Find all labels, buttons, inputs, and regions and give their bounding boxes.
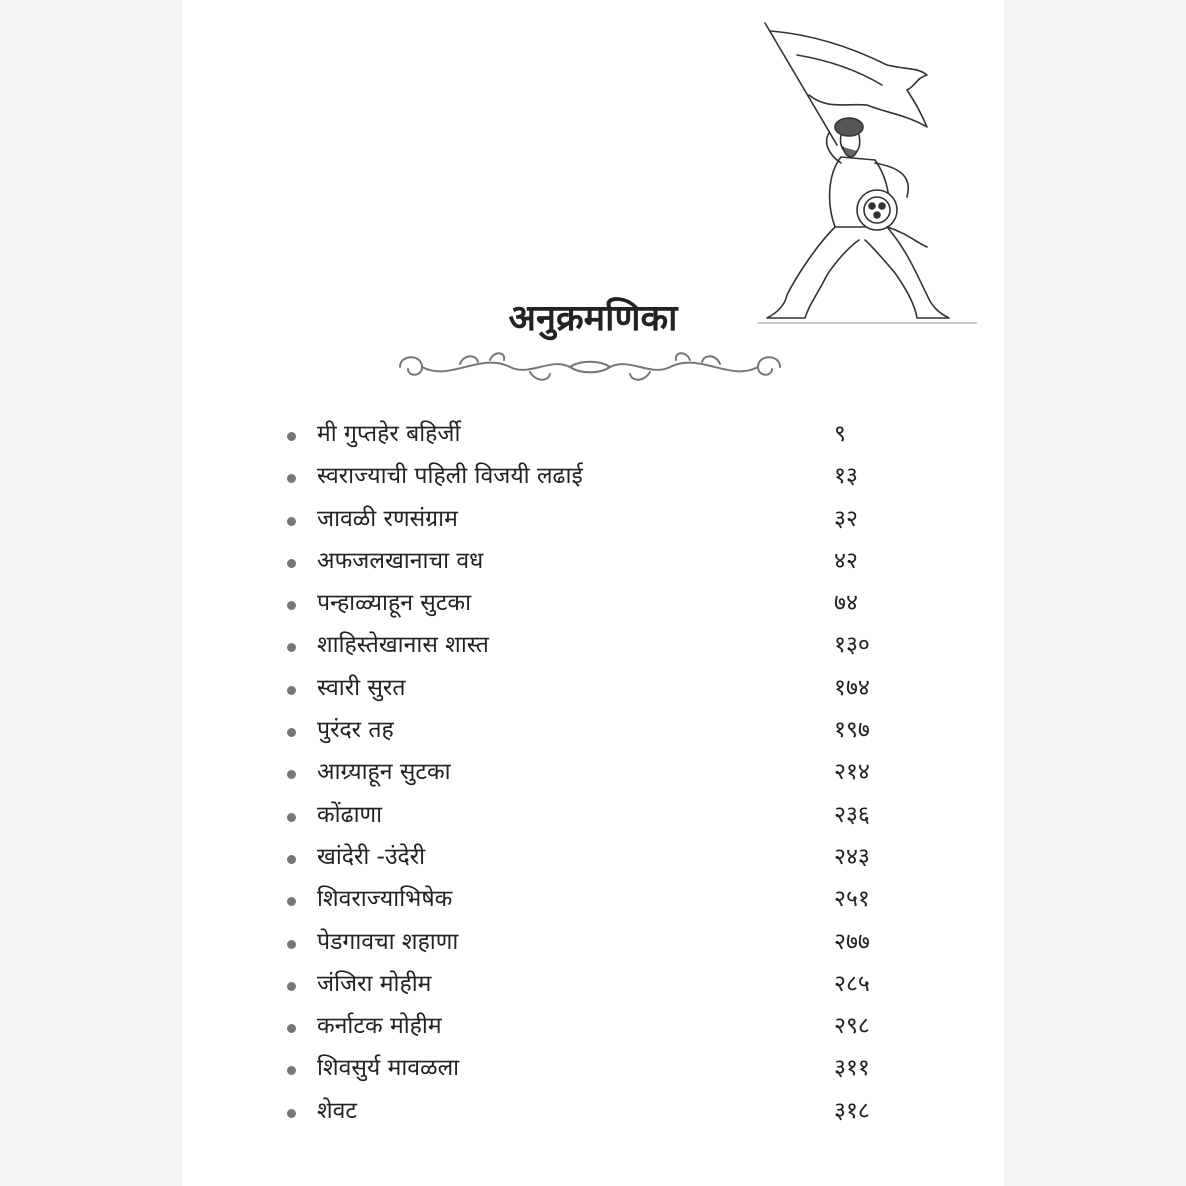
bullet-icon xyxy=(287,474,296,483)
page-number: ३१८ xyxy=(834,1097,870,1124)
page-number: १७४ xyxy=(834,674,870,701)
book-page xyxy=(182,0,1004,1186)
bullet-icon xyxy=(287,1024,296,1033)
page-number: ९ xyxy=(834,421,846,447)
page-title: अनुक्रमणिका xyxy=(508,298,678,339)
page-number: १३ xyxy=(834,463,858,490)
bullet-icon xyxy=(287,1109,296,1118)
chapter-title: शिवराज्याभिषेक xyxy=(317,886,453,913)
toc-row[interactable] xyxy=(282,455,902,497)
chapter-title: पन्हाळ्याहून सुटका xyxy=(317,590,472,617)
bullet-icon xyxy=(287,728,296,737)
toc-row[interactable] xyxy=(282,836,902,878)
floral-divider-icon xyxy=(390,342,790,392)
bullet-icon xyxy=(287,982,296,991)
toc-row[interactable] xyxy=(282,963,902,1005)
chapter-title: मी गुप्तहेर बहिर्जी xyxy=(317,421,461,447)
chapter-title: कर्नाटक मोहीम xyxy=(317,1013,442,1040)
toc-row[interactable] xyxy=(282,498,902,540)
chapter-title: शाहिस्तेखानास शास्त xyxy=(317,632,489,659)
bullet-icon xyxy=(287,897,296,906)
toc-row[interactable] xyxy=(282,1090,902,1132)
toc-row[interactable] xyxy=(282,751,902,793)
page-number: २३६ xyxy=(834,801,870,828)
chapter-title: पुरंदर तह xyxy=(317,717,394,744)
page-number: २४३ xyxy=(834,843,870,870)
chapter-title: जंजिरा मोहीम xyxy=(317,970,432,997)
page-number: २८५ xyxy=(834,970,870,997)
page-number: २७७ xyxy=(834,928,870,955)
chapter-title: अफजलखानाचा वध xyxy=(317,547,484,574)
bullet-icon xyxy=(287,813,296,822)
chapter-title: जावळी रणसंग्राम xyxy=(317,505,458,532)
page-number: २९८ xyxy=(834,1013,870,1040)
page-number: २१४ xyxy=(834,759,870,786)
toc-row[interactable] xyxy=(282,540,902,582)
toc-row[interactable] xyxy=(282,921,902,963)
page-number: ३११ xyxy=(834,1055,870,1082)
chapter-title: खांदेरी -उंदेरी xyxy=(317,843,426,870)
warrior-with-flag-icon xyxy=(757,15,977,330)
toc-row[interactable] xyxy=(282,624,902,666)
bullet-icon xyxy=(287,559,296,568)
bullet-icon xyxy=(287,643,296,652)
toc-row[interactable] xyxy=(282,1047,902,1089)
chapter-title: पेडगावचा शहाणा xyxy=(317,928,459,955)
chapter-title: शेवट xyxy=(317,1097,358,1124)
toc-row[interactable] xyxy=(282,1005,902,1047)
chapter-title: शिवसुर्य मावळला xyxy=(317,1055,460,1082)
bullet-icon xyxy=(287,517,296,526)
chapter-title: स्वारी सुरत xyxy=(317,674,406,701)
page-number: ४२ xyxy=(834,547,858,574)
table-of-contents xyxy=(282,413,902,1132)
page-number: १३० xyxy=(834,632,870,659)
bullet-icon xyxy=(287,1066,296,1075)
page-number: ७४ xyxy=(834,590,858,617)
bullet-icon xyxy=(287,601,296,610)
page-number: ३२ xyxy=(834,505,858,532)
bullet-icon xyxy=(287,855,296,864)
bullet-icon xyxy=(287,940,296,949)
bullet-icon xyxy=(287,432,296,441)
toc-row[interactable] xyxy=(282,413,902,455)
chapter-title: कोंढाणा xyxy=(317,801,383,828)
page-number: १९७ xyxy=(834,717,870,744)
toc-row[interactable] xyxy=(282,582,902,624)
toc-row[interactable] xyxy=(282,709,902,751)
toc-row[interactable] xyxy=(282,794,902,836)
bullet-icon xyxy=(287,686,296,695)
chapter-title: आग्र्याहून सुटका xyxy=(317,759,451,786)
toc-row[interactable] xyxy=(282,667,902,709)
page-number: २५१ xyxy=(834,886,870,913)
chapter-title: स्वराज्याची पहिली विजयी लढाई xyxy=(317,463,583,490)
toc-row[interactable] xyxy=(282,878,902,920)
bullet-icon xyxy=(287,770,296,779)
